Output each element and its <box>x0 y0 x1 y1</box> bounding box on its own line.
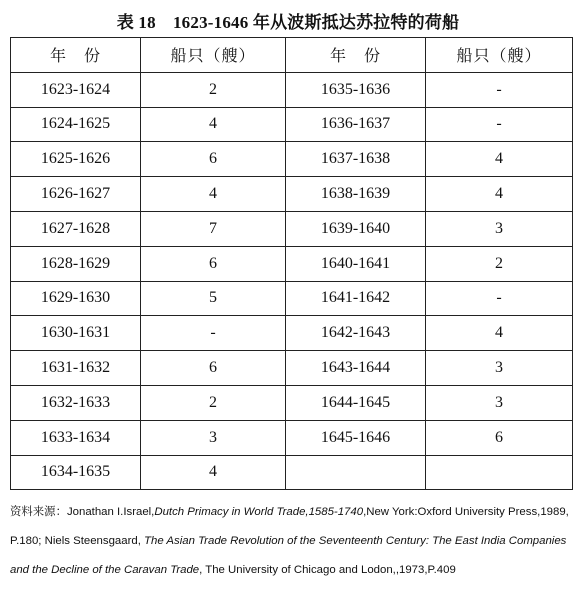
table-row <box>11 246 573 281</box>
cell-ships-left: 4 <box>141 455 286 490</box>
cell-ships-right: 4 <box>426 177 573 212</box>
cell-year-left: 1630-1631 <box>11 316 141 351</box>
source-text-3: , The University of Chicago and Lodon,,1973,P.409 <box>199 564 456 576</box>
header-ships-left: 船只（艘） <box>141 38 286 73</box>
cell-year-right: 1635-1636 <box>286 72 426 107</box>
cell-year-right: 1636-1637 <box>286 107 426 142</box>
cell-ships-right: 3 <box>426 211 573 246</box>
source-text-1: Jonathan I.Israel, <box>66 506 155 518</box>
cell-year-right <box>286 455 426 490</box>
source-note <box>10 497 572 585</box>
cell-year-left: 1631-1632 <box>11 351 141 386</box>
cell-ships-right: 4 <box>426 142 573 177</box>
cell-ships-left: 5 <box>141 281 286 316</box>
table-row <box>11 211 573 246</box>
source-label: 资料来源： <box>10 504 67 518</box>
cell-ships-right <box>426 455 573 490</box>
header-year-right: 年 份 <box>286 38 426 73</box>
cell-ships-left: 7 <box>141 211 286 246</box>
cell-year-right: 1644-1645 <box>286 385 426 420</box>
cell-ships-right: 2 <box>426 246 573 281</box>
cell-ships-left: 6 <box>141 351 286 386</box>
table-header-row <box>11 38 573 73</box>
cell-ships-right: - <box>426 281 573 316</box>
cell-year-right: 1637-1638 <box>286 142 426 177</box>
cell-year-left: 1625-1626 <box>11 142 141 177</box>
table-row <box>11 281 573 316</box>
cell-year-right: 1642-1643 <box>286 316 426 351</box>
cell-year-left: 1633-1634 <box>11 420 141 455</box>
header-year-left: 年 份 <box>11 38 141 73</box>
table-row <box>11 72 573 107</box>
cell-ships-left: 2 <box>141 385 286 420</box>
cell-year-left: 1628-1629 <box>11 246 141 281</box>
source-book-2: The Asian Trade Revolution of the Seventeenth Century: The East India Companies and the Decline of the Caravan Trade <box>10 535 567 576</box>
cell-ships-left: 3 <box>141 420 286 455</box>
table-row <box>11 455 573 490</box>
cell-ships-left: 2 <box>141 72 286 107</box>
cell-year-right: 1639-1640 <box>286 211 426 246</box>
cell-year-left: 1624-1625 <box>11 107 141 142</box>
cell-year-left: 1634-1635 <box>11 455 141 490</box>
source-book-1: Dutch Primacy in World Trade,1585-1740 <box>154 506 364 518</box>
cell-year-left: 1632-1633 <box>11 385 141 420</box>
source-text-2: ,New York:Oxford University Press,1989, P.180; Niels Steensgaard, <box>10 506 569 547</box>
cell-year-right: 1645-1646 <box>286 420 426 455</box>
table-row <box>11 420 573 455</box>
cell-ships-left: 4 <box>141 107 286 142</box>
header-ships-right: 船只（艘） <box>426 38 573 73</box>
cell-year-left: 1627-1628 <box>11 211 141 246</box>
cell-year-left: 1623-1624 <box>11 72 141 107</box>
cell-year-left: 1626-1627 <box>11 177 141 212</box>
cell-year-left: 1629-1630 <box>11 281 141 316</box>
table-title: 表 18 1623-1646 年从波斯抵达苏拉特的荷船 <box>116 13 460 32</box>
table-body <box>11 72 573 490</box>
cell-ships-right: 3 <box>426 351 573 386</box>
cell-ships-right: - <box>426 107 573 142</box>
cell-ships-right: 6 <box>426 420 573 455</box>
cell-ships-left: 6 <box>141 142 286 177</box>
cell-year-right: 1641-1642 <box>286 281 426 316</box>
cell-ships-right: 4 <box>426 316 573 351</box>
table-row <box>11 385 573 420</box>
cell-ships-left: 4 <box>141 177 286 212</box>
cell-year-right: 1638-1639 <box>286 177 426 212</box>
table-row <box>11 142 573 177</box>
cell-ships-right: 3 <box>426 385 573 420</box>
cell-year-right: 1640-1641 <box>286 246 426 281</box>
cell-ships-left: 6 <box>141 246 286 281</box>
table-row <box>11 316 573 351</box>
cell-year-right: 1643-1644 <box>286 351 426 386</box>
cell-ships-right: - <box>426 72 573 107</box>
ships-table <box>10 37 573 490</box>
table-row <box>11 177 573 212</box>
table-row <box>11 351 573 386</box>
table-row <box>11 107 573 142</box>
cell-ships-left: - <box>141 316 286 351</box>
